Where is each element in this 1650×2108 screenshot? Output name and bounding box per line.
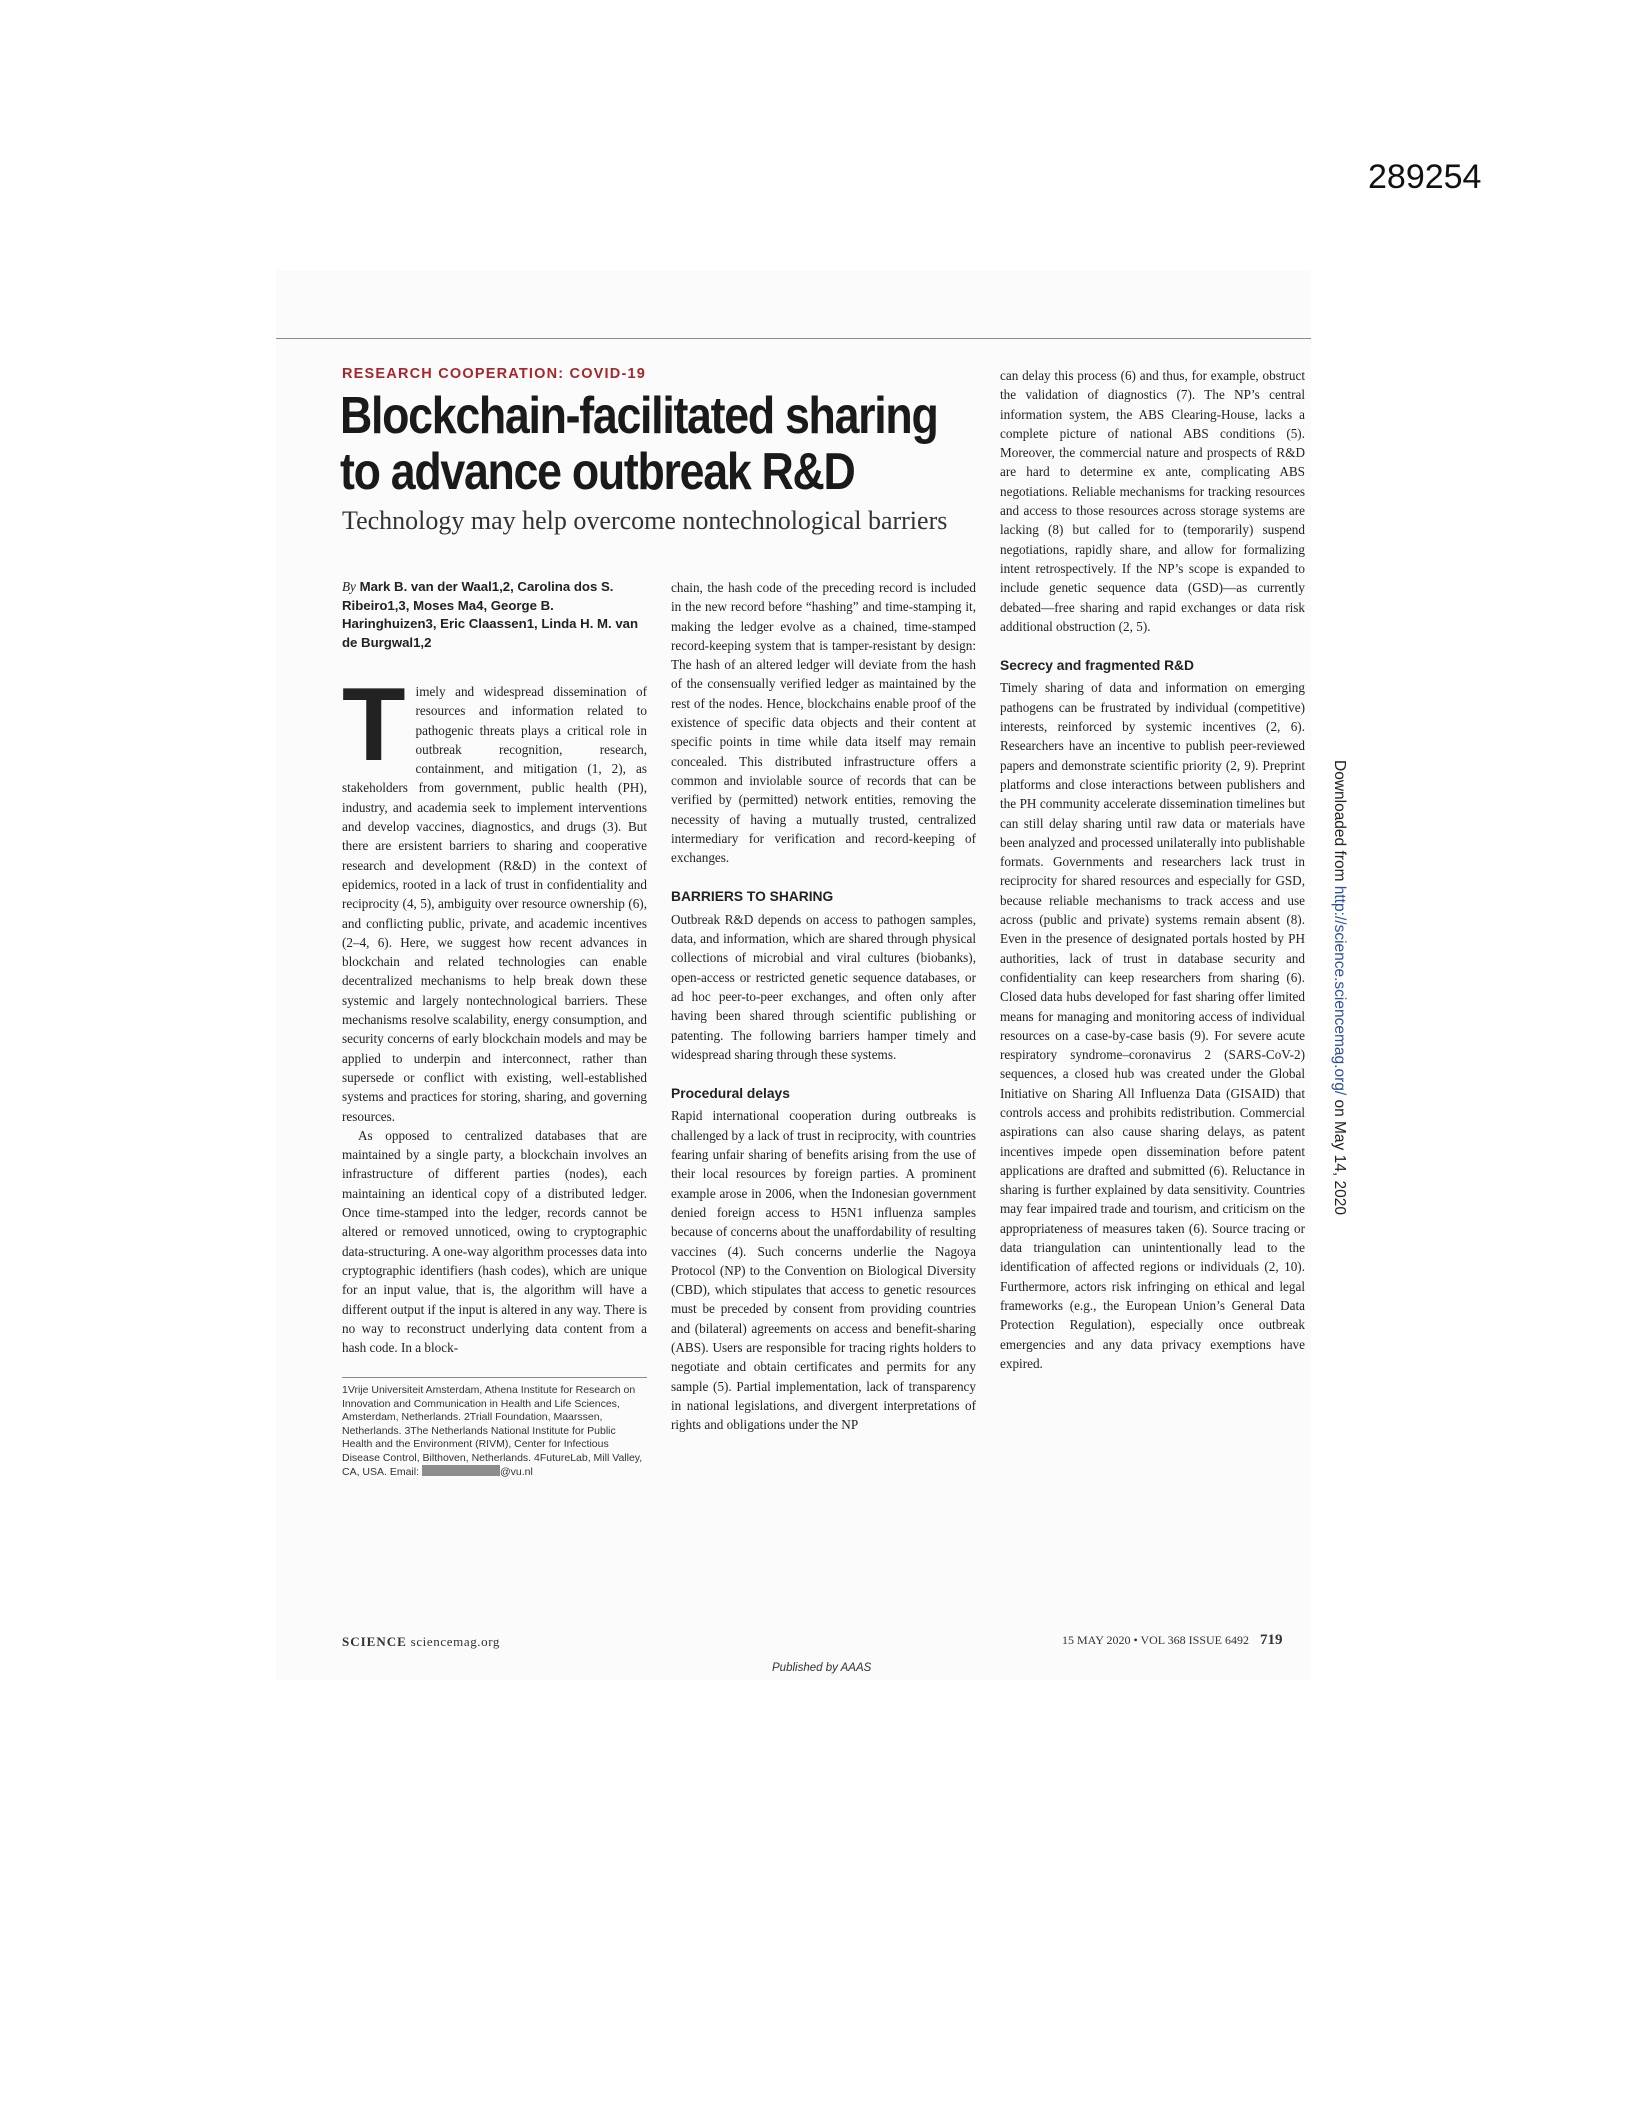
column-2 xyxy=(671,578,976,1434)
issue-info: 15 MAY 2020 • VOL 368 ISSUE 6492 xyxy=(1062,1633,1249,1647)
intro-paragraph xyxy=(342,667,647,1126)
body-paragraph: Rapid international cooperation during outbreaks is challenged by a lack of trust in reciprocity, with countries fearing unfair sharing of benefits arising from the use of their local resources by foreign parties. A prominent example arose in 2006, when the Indonesian government denied foreign access to H5N1 influenza samples because of concerns about the unaffordability of resulting vaccines (4). Such concerns underlie the Nagoya Protocol (NP) to the Convention on Biological Diversity (CBD), which stipulates that access to genetic resources must be preceded by consent from providing countries and (bilateral) agreements on access and benefit-sharing (ABS). Users are responsible for tracing rights holders to negotiate and obtain certificates and permits for any sample (5). Partial implementation, lack of transparency in national legislations, and divergent interpretations of rights and obligations under the NP xyxy=(671,1108,976,1433)
section-kicker: RESEARCH COOPERATION: COVID-19 xyxy=(342,366,647,382)
author-list: Mark B. van der Waal1,2, Carolina dos S. Ribeiro1,3, Moses Ma4, George B. Haringhuizen3, Eric Claassen1, Linda H. M. van de Burgwal1,2 xyxy=(342,579,639,650)
byline xyxy=(342,578,647,652)
intro-text: imely and widespread dissemination of resources and information related to pathogenic threats plays a critical role in outbreak recognition, research, containment, and mitigation (1, 2), as stakeholders from government, public health (PH), industry, and academia seek to implement interventions and develop vaccines, diagnostics, and drugs (3). But there are ersistent barriers to sharing and cooperative research and development (R&D) in the context of epidemics, rooted in a lack of trust in confidentiality and reciprocity (4, 5), ambiguity over resource ownership (6), and conflicting public, private, and academic incentives (2–4, 6). Here, we suggest how recent advances in blockchain and related technologies can enable decentralized mechanisms to help break down these systemic and largely nontechnological barriers. These mechanisms resolve scalability, energy consumption, and security concerns of early blockchain models and may be applied to underpin and interconnect, rather than supersede or conflict with existing, well-established systems and practices for storing, sharing, and governing resources. xyxy=(342,684,647,1124)
page-number: 719 xyxy=(1260,1632,1283,1648)
body-paragraph: Timely sharing of data and information on emerging pathogens can be frustrated by individual (competitive) interests, reinforced by systemic incentives (2, 6). Researchers have an incentive to publish peer-reviewed papers and demonstrate scientific priority (2, 9). Preprint platforms and close interactions between publishers and the PH community accelerate dissemination timelines but can still delay sharing until raw data or materials have been analyzed and processed unilaterally into publishable formats. Governments and researchers lack trust in reciprocity for shared resources and especially for GSD, because reliable mechanisms to track access and use across (public and private) systems remain absent (8). Even in the presence of designated portals hosted by PH authorities, lack of trust in database security and confidentiality can keep researchers from sharing (6). Closed data hubs developed for fast sharing offer limited means for managing and monitoring access of individual resources on a case-by-case basis (9). For severe acute respiratory syndrome–coronavirus 2 (SARS-CoV-2) sequences, a closed hub was created under the Global Initiative on Sharing All Influenza Data (GISAID) that controls access and prohibits redistribution. Commercial aspirations can also cause sharing delays, as patent incentives impede open dissemination before patent applications are drafted and submitted (6). Reluctance in sharing is further explained by data sensitivity. Countries may fear impaired trade and tourism, and criticism on the appropriateness of measures taken (6). Source tracing or data triangulation can unintentionally lead to the identification of affected regions or individuals (2, 10). Furthermore, actors risk infringing on ethical and legal frameworks (e.g., the European Union’s General Data Protection Regulation), especially once outbreak emergencies and any data privacy exemptions have expired. xyxy=(1000,680,1305,1371)
body-paragraph: can delay this process (6) and thus, for example, obstruct the validation of diagnostics (7). The NP’s central information system, the ABS Clearing-House, lacks a complete picture of national ABS conditions (5). Moreover, the commercial nature and prospects of R&D are hard to determine ex ante, complicating ABS negotiations. Reliable mechanisms for tracking resources and access to those resources across storage systems are lacking (8) but called for to (temporarily) suspend negotiations, rapidly share, and allow for formalizing intent retrospectively. If the NP’s scope is expanded to include genetic sequence data (GSD)—as currently debated—free sharing and rapid exchanges or data risk additional obstruction (2, 5). xyxy=(1000,368,1305,634)
article-title xyxy=(340,387,938,501)
publisher-line: Published by AAAS xyxy=(772,1662,872,1674)
drop-cap: T xyxy=(342,667,406,783)
journal-footer xyxy=(342,1634,500,1650)
title-line-2: to advance outbreak R&D xyxy=(340,443,855,501)
affiliations-footnote xyxy=(342,1384,647,1480)
download-note xyxy=(1330,760,1348,1215)
issue-footer xyxy=(1062,1632,1283,1649)
download-suffix: on May 14, 2020 xyxy=(1331,1095,1348,1215)
body-paragraph: As opposed to centralized databases that are maintained by a single party, a blockchain involves an infrastructure of different parties (nodes), each maintaining an identical copy of a distributed ledger. Once time-stamped into the ledger, records cannot be altered or removed unnoticed, owing to cryptographic data-structuring. A one-way algorithm processes data into cryptographic identifiers (hash codes), which are unique for an input value, that is, the algorithm will have a different output if the input is altered in any way. There is no way to reconstruct underlying data content from a hash code. In a block- xyxy=(342,1127,647,1356)
section-heading: BARRIERS TO SHARING xyxy=(671,889,834,905)
subsection-heading: Procedural delays xyxy=(671,1086,790,1102)
column-3 xyxy=(1000,366,1305,1373)
body-paragraph: chain, the hash code of the preceding record is included in the new record before “hashing” and time-stamping it, making the ledger evolve as a chained, time-stamped record-keeping system that is tamper-resistant by design: The hash of an altered ledger will deviate from the hash of the consensually verified ledger as maintained by the rest of the nodes. Hence, blockchains enable proof of the existence of specific data objects and their content at specific points in time while data itself may remain concealed. This distributed infrastructure offers a common and inviolable source of records that can be verified by (permitted) network entities, removing the necessity of having a mutually trusted, centralized intermediary for verification and record-keeping of exchanges. xyxy=(671,580,976,866)
journal-site: sciencemag.org xyxy=(410,1634,501,1649)
subsection-heading: Secrecy and fragmented R&D xyxy=(1000,658,1194,674)
footnote-rule xyxy=(342,1377,647,1378)
footnote-text: 1Vrije Universiteit Amsterdam, Athena Institute for Research on Innovation and Communication in Health and Life Sciences, Amsterdam, Netherlands. 2Triall Foundation, Maarssen, Netherlands. 3The Netherlands National Institute for Public Health and the Environment (RIVM), Center for Infectious Disease Control, Bilthoven, Netherlands. 4FutureLab, Mill Valley, CA, USA. Email: xyxy=(342,1384,643,1479)
download-url[interactable]: http://science.sciencemag.org/ xyxy=(1331,885,1348,1096)
byline-prefix: By xyxy=(342,579,356,594)
body-paragraph: Outbreak R&D depends on access to pathogen samples, data, and information, which are shared through physical collections of microbial and viral cultures (biobanks), open-access or restricted genetic sequence databases, or ad hoc peer-to-peer exchanges, and often only after having been shared through scientific publishing or patenting. The following barriers hamper timely and widespread sharing through these systems. xyxy=(671,911,976,1062)
article-subtitle: Technology may help overcome nontechnological barriers xyxy=(342,506,948,535)
document-id: 289254 xyxy=(1368,158,1482,196)
download-prefix: Downloaded from xyxy=(1331,760,1348,886)
journal-name: SCIENCE xyxy=(342,1634,407,1649)
top-rule xyxy=(276,338,1311,339)
redaction-box xyxy=(422,1465,500,1476)
title-line-1: Blockchain-facilitated sharing xyxy=(340,387,938,445)
footnote-email-tail: @vu.nl xyxy=(499,1466,533,1479)
column-1 xyxy=(342,578,647,1480)
